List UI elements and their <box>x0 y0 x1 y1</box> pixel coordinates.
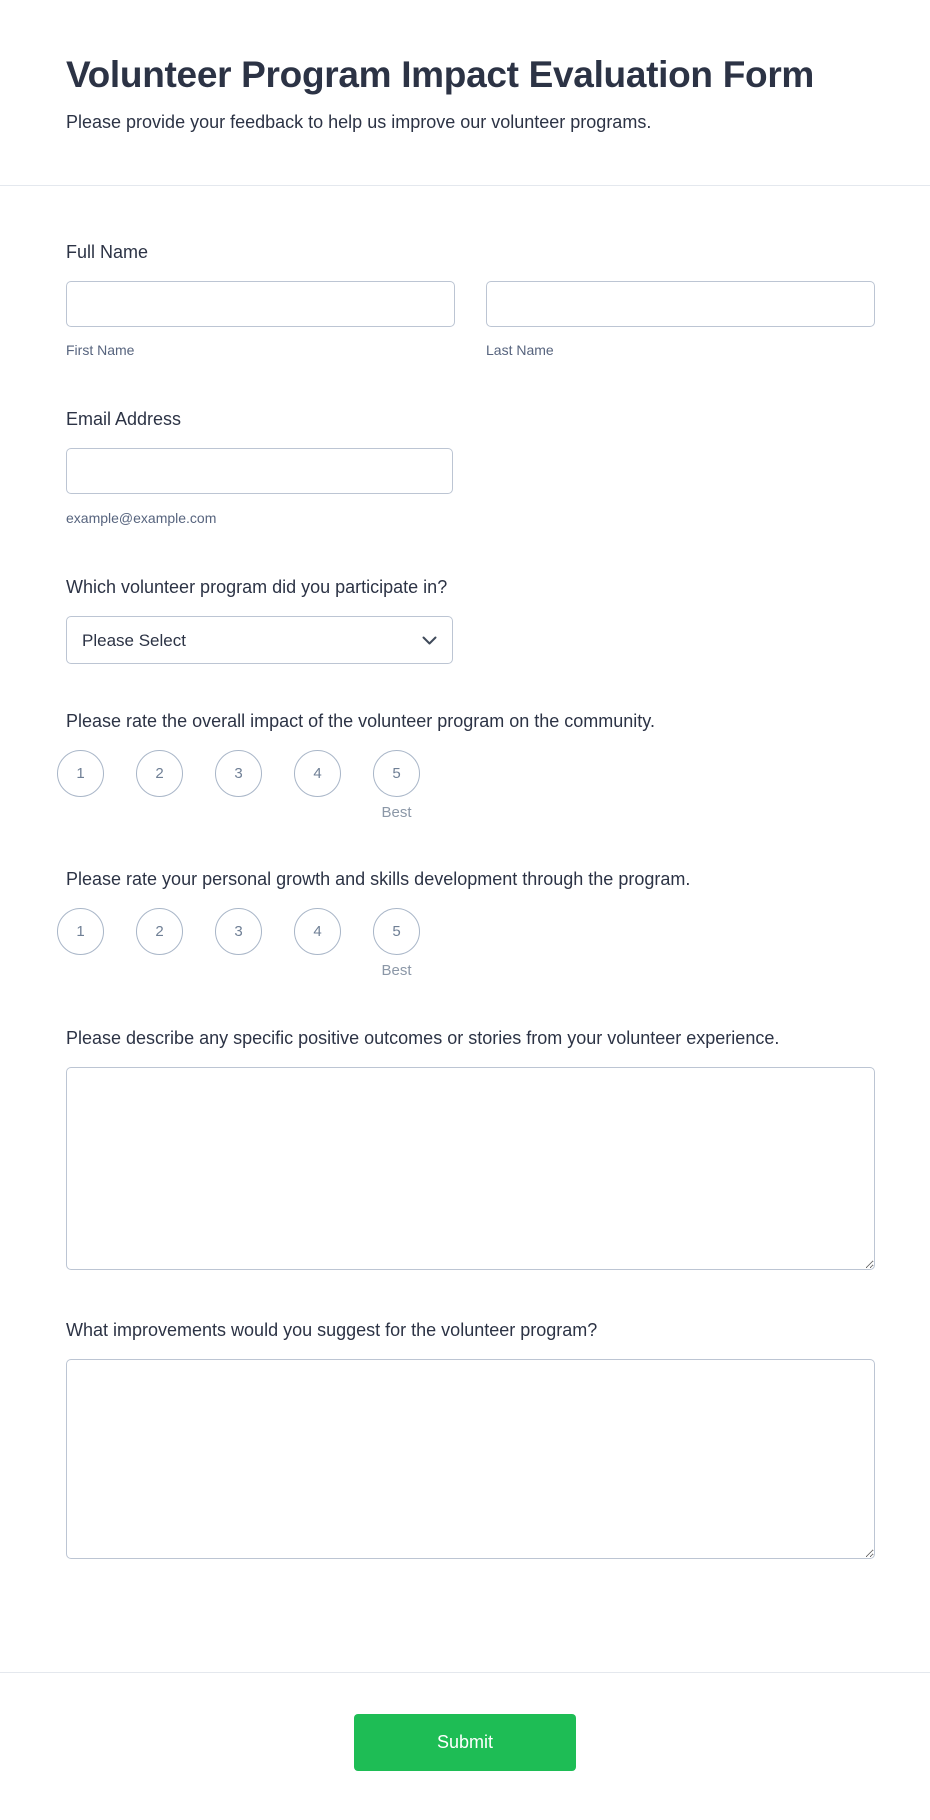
first-name-input[interactable] <box>66 281 455 327</box>
scale-option <box>57 750 104 822</box>
scale-option <box>294 908 341 980</box>
last-name-sublabel: Last Name <box>486 342 554 358</box>
improvements-label: What improvements would you suggest for the volunteer program? <box>66 1320 598 1340</box>
program-label: Which volunteer program did you participate in? <box>66 577 448 597</box>
outcomes-textarea[interactable] <box>66 1067 875 1270</box>
rating-growth-label: Please rate your personal growth and skills development through the program. <box>66 869 691 889</box>
form-subtitle: Please provide your feedback to help us improve our volunteer programs. <box>66 112 652 132</box>
scale-option <box>136 750 183 822</box>
scale-option <box>215 908 262 980</box>
scale-option <box>373 750 420 822</box>
full-name-label: Full Name <box>66 242 149 262</box>
rating-community-option-4[interactable]: 4 <box>294 750 341 797</box>
form-body <box>0 186 930 1672</box>
best-label: Best <box>381 804 412 821</box>
question-program <box>66 576 875 664</box>
question-full-name <box>66 241 875 358</box>
rating-growth-option-2[interactable]: 2 <box>136 908 183 955</box>
scale-option <box>136 908 183 980</box>
form-header <box>0 0 930 186</box>
scale-option <box>57 908 104 980</box>
first-name-sublabel: First Name <box>66 342 135 358</box>
rating-community-label: Please rate the overall impact of the volunteer program on the community. <box>66 711 655 731</box>
last-name-col <box>486 281 875 358</box>
rating-growth-option-1[interactable]: 1 <box>57 908 104 955</box>
email-label: Email Address <box>66 409 182 429</box>
form-title: Volunteer Program Impact Evaluation Form <box>66 54 815 95</box>
rating-community-option-3[interactable]: 3 <box>215 750 262 797</box>
program-select[interactable] <box>66 616 453 664</box>
question-email <box>66 408 875 526</box>
scale-option <box>294 750 341 822</box>
rating-community-option-5[interactable]: 5 <box>373 750 420 797</box>
rating-growth-option-3[interactable]: 3 <box>215 908 262 955</box>
first-name-col <box>66 281 455 358</box>
rating-community-option-2[interactable]: 2 <box>136 750 183 797</box>
rating-community-scale <box>57 750 875 822</box>
scale-option <box>215 750 262 822</box>
question-outcomes <box>66 1026 875 1270</box>
email-hint: example@example.com <box>66 510 217 526</box>
rating-community-option-1[interactable]: 1 <box>57 750 104 797</box>
outcomes-label: Please describe any specific positive outcomes or stories from your volunteer experience. <box>66 1028 780 1048</box>
question-improvements <box>66 1319 875 1559</box>
form-footer <box>0 1672 930 1820</box>
scale-option <box>373 908 420 980</box>
last-name-input[interactable] <box>486 281 875 327</box>
rating-growth-scale <box>57 908 875 980</box>
best-label: Best <box>381 962 412 979</box>
improvements-textarea[interactable] <box>66 1359 875 1559</box>
submit-button[interactable]: Submit <box>354 1714 576 1771</box>
rating-growth-option-4[interactable]: 4 <box>294 908 341 955</box>
rating-growth-option-5[interactable]: 5 <box>373 908 420 955</box>
email-input[interactable] <box>66 448 453 494</box>
name-row <box>66 281 875 358</box>
program-select-wrap <box>66 616 453 664</box>
question-rating-community <box>66 710 875 822</box>
question-rating-growth <box>66 868 875 980</box>
